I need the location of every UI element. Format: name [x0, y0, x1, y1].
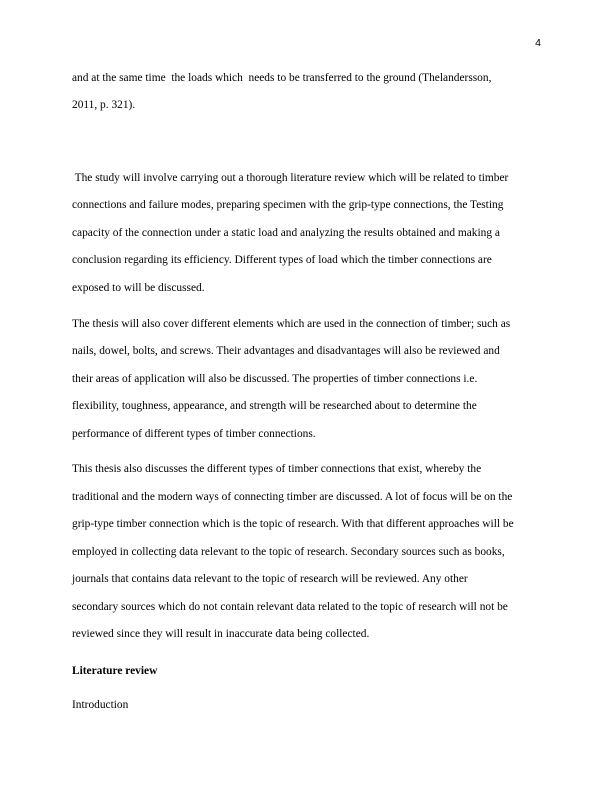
paragraph-line: employed in collecting data relevant to the topic of research. Secondary sources such as books, — [72, 546, 505, 558]
paragraph-line: 2011, p. 321). — [72, 99, 136, 111]
paragraph-line: traditional and the modern ways of connecting timber are discussed. A lot of focus will be on the — [72, 491, 513, 503]
paragraph-line: and at the same time the loads which needs to be transferred to the ground (Thelandersson, — [72, 72, 492, 84]
paragraph-line: their areas of application will also be discussed. The properties of timber connections i.e. — [72, 373, 478, 385]
paragraph-line: secondary sources which do not contain relevant data related to the topic of research will not be — [72, 601, 508, 613]
paragraph-line: The thesis will also cover different elements which are used in the connection of timber; such as — [72, 318, 511, 330]
paragraph-line: nails, dowel, bolts, and screws. Their advantages and disadvantages will also be reviewed and — [72, 345, 500, 357]
paragraph-line: capacity of the connection under a static load and analyzing the results obtained and making a — [72, 227, 500, 239]
paragraph-line: grip-type timber connection which is the topic of research. With that different approaches will be — [72, 518, 514, 530]
page-number: 4 — [535, 37, 541, 49]
paragraph-line: conclusion regarding its efficiency. Different types of load which the timber connections are — [72, 254, 492, 266]
paragraph-line: reviewed since they will result in inaccurate data being collected. — [72, 628, 370, 640]
paragraph-line: exposed to will be discussed. — [72, 282, 205, 294]
subsection-heading: Introduction — [72, 699, 129, 711]
section-heading: Literature review — [72, 665, 158, 677]
paragraph-line: flexibility, toughness, appearance, and strength will be researched about to determine the — [72, 400, 477, 412]
paragraph-line: This thesis also discusses the different types of timber connections that exist, whereby the — [72, 463, 482, 475]
paragraph-line: The study will involve carrying out a thorough literature review which will be related to timber — [72, 172, 509, 184]
paragraph-line: performance of different types of timber connections. — [72, 428, 316, 440]
paragraph-line: journals that contains data relevant to the topic of research will be reviewed. Any other — [72, 573, 468, 585]
paragraph-line: connections and failure modes, preparing specimen with the grip-type connections, the Testing — [72, 199, 504, 211]
